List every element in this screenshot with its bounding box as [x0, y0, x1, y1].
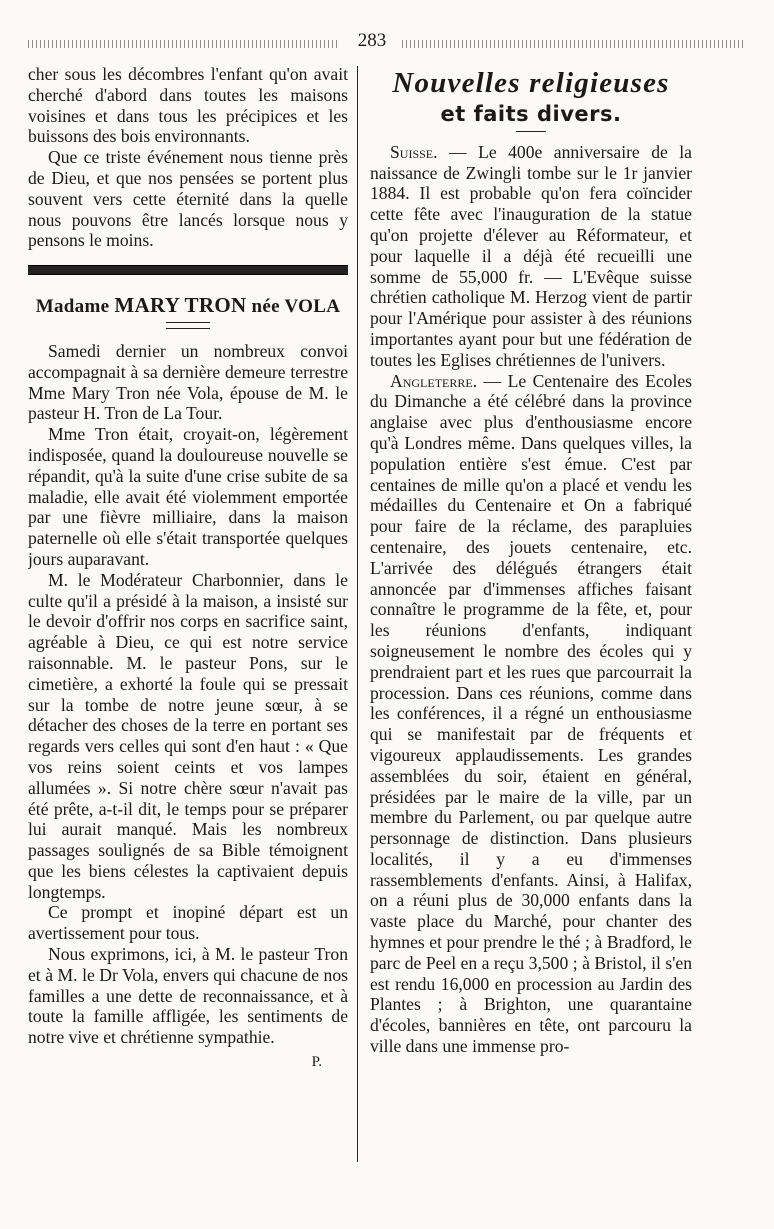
obituary-paragraph: Mme Tron était, croyait-on, légèrement indisposée, quand la douloureuse nouvelle se répandit, qu'à la suite d'une crise subite de sa maladie, elle avait été violemment emportée par une fièvre milliaire, dans la maison paternelle où elle s'était transportée quelques jours auparavant.	[28, 424, 348, 569]
country-label: Suisse.	[390, 141, 438, 162]
obituary-paragraph: Ce prompt et inopiné départ est un avertissement pour tous.	[28, 902, 348, 944]
column-divider	[357, 66, 358, 1162]
paragraph: Que ce triste événement nous tienne près de Dieu, et que nos pensées se portent plus souvent vers cette éternité dans la quelle nous pouvons être lancés lorsque nous y pensons le moins.	[28, 147, 348, 251]
news-item-suisse	[370, 142, 692, 371]
title-ornament	[516, 131, 546, 132]
obituary-paragraph: Samedi dernier un nombreux convoi accompagnait à sa dernière demeure terrestre Mme Mary Tron née Vola, épouse de M. le pasteur H. Tron de La Tour.	[28, 340, 348, 424]
section-subtitle: et faits divers.	[440, 102, 622, 126]
section-title: Nouvelles religieuses	[392, 67, 670, 99]
right-column	[370, 64, 692, 1194]
section-separator	[28, 265, 348, 275]
continued-paragraph: cher sous les décombres l'enfant qu'on avait cherché d'abord dans toutes les maisons voisines et dans tous les précipices et les buissons des bois environnants.	[28, 64, 348, 147]
news-item-angleterre	[370, 371, 692, 1057]
title-ornament	[166, 322, 210, 329]
obituary-paragraph: Nous exprimons, ici, à M. le pasteur Tron et à M. le Dr Vola, envers qui chacune de nos familles a une dette de reconnaissance, et à toute la famille affligée, les sentiments de notre vive et chrétienne sympathie.	[28, 944, 348, 1048]
news-text: — Le 400e anniversaire de la naissance de Zwingli tombe sur le 1r janvier 1884. Il est probable qu'on fera coïncider cette fête avec l'inauguration de la statue qu'on projette d'élever au Réformateur, et pour laquelle il a déjà été recueilli une somme de 55,000 fr. — L'Evêque suisse chrétien catholique M. Herzog vient de partir pour l'Amérique pour assister à des réunions importantes ayant pour but une fédération de toutes les Eglises chrétiennes de l'univers.	[370, 141, 692, 370]
obituary-paragraph: M. le Modérateur Charbonnier, dans le culte qu'il a présidé à la maison, a insisté sur le devoir d'offrir nos corps en sacrifice saint, agréable à Dieu, ce qui est notre service raisonnable. M. le pasteur Pons, sur le cimetière, a exhorté la foule qui se pressait sur la tombe de notre jeune sœur, à se détacher des choses de la terre en portant ses regards vers celles qui sont d'en haut : « Que vos reins soient ceints et vos lampes allumées ». Si notre chère sœur n'avait pas été prête, a-t-il dit, le temps pour se préparer lui aurait manqué. Mais les nombreux passages soulignés de sa Bible témoignent que les biens célestes la captivaient depuis longtemps.	[28, 569, 348, 902]
header-ornament-left	[28, 40, 338, 48]
news-text: — Le Centenaire des Ecoles du Dimanche a été célébré dans la province anglaise avec plus d'enthousiasme encore qu'à Londres même. Dans quelques villes, la population entière s'est émue. C'est par centaines de mille qu'on a placé et vendu les médailles du Centenaire et On a fabriqué pour faire de la réclame, des parapluies centenaire, des jouets centenaire, etc. L'arrivée des délégués étrangers était annoncée par d'immenses affiches faisant connaître le programme de la fête, et, pour les réunions d'enfants, indiquant soigneusement le nombre des écoles qui y prendraient part et les rues que parcourrait la procession. Dans ces réunions, comme dans les conférences, il a régné un enthousiasme qui se manifestait par de fréquents et vigoureux applaudissements. Les grandes assemblées du soir, étaient en général, présidées par le maire de la ville, par un membre du Parlement, ou par quelque autre personnage de distinction. Dans plusieurs localités, il y a eu d'immenses rassemblements d'enfants. Ainsi, à Halifax, on a réuni plus de 30,000 enfants dans la vaste place du Marché, pour chanter des hymnes et pour prendre le thé ; à Bradford, le parc de Peel en a reçu 3,500 ; à Bristol, il s'en est rendu 16,000 en procession au Jardin des Plantes ; à Brighton, une quarantaine d'écoles, bannières en tête, ont parcouru la ville dans une immense pro-	[370, 370, 692, 1057]
obituary-title-name: MARY TRON	[114, 293, 247, 318]
obituary-title	[28, 295, 348, 318]
left-column	[28, 64, 348, 1194]
header-ornament-right	[402, 40, 746, 48]
obituary-title-prefix: Madame	[35, 296, 110, 318]
obituary-title-suffix: née VOLA	[251, 296, 341, 318]
page-number: 283	[357, 30, 387, 51]
signature: P.	[311, 1054, 322, 1071]
country-label: Angleterre.	[390, 370, 478, 391]
page-header	[28, 28, 746, 58]
